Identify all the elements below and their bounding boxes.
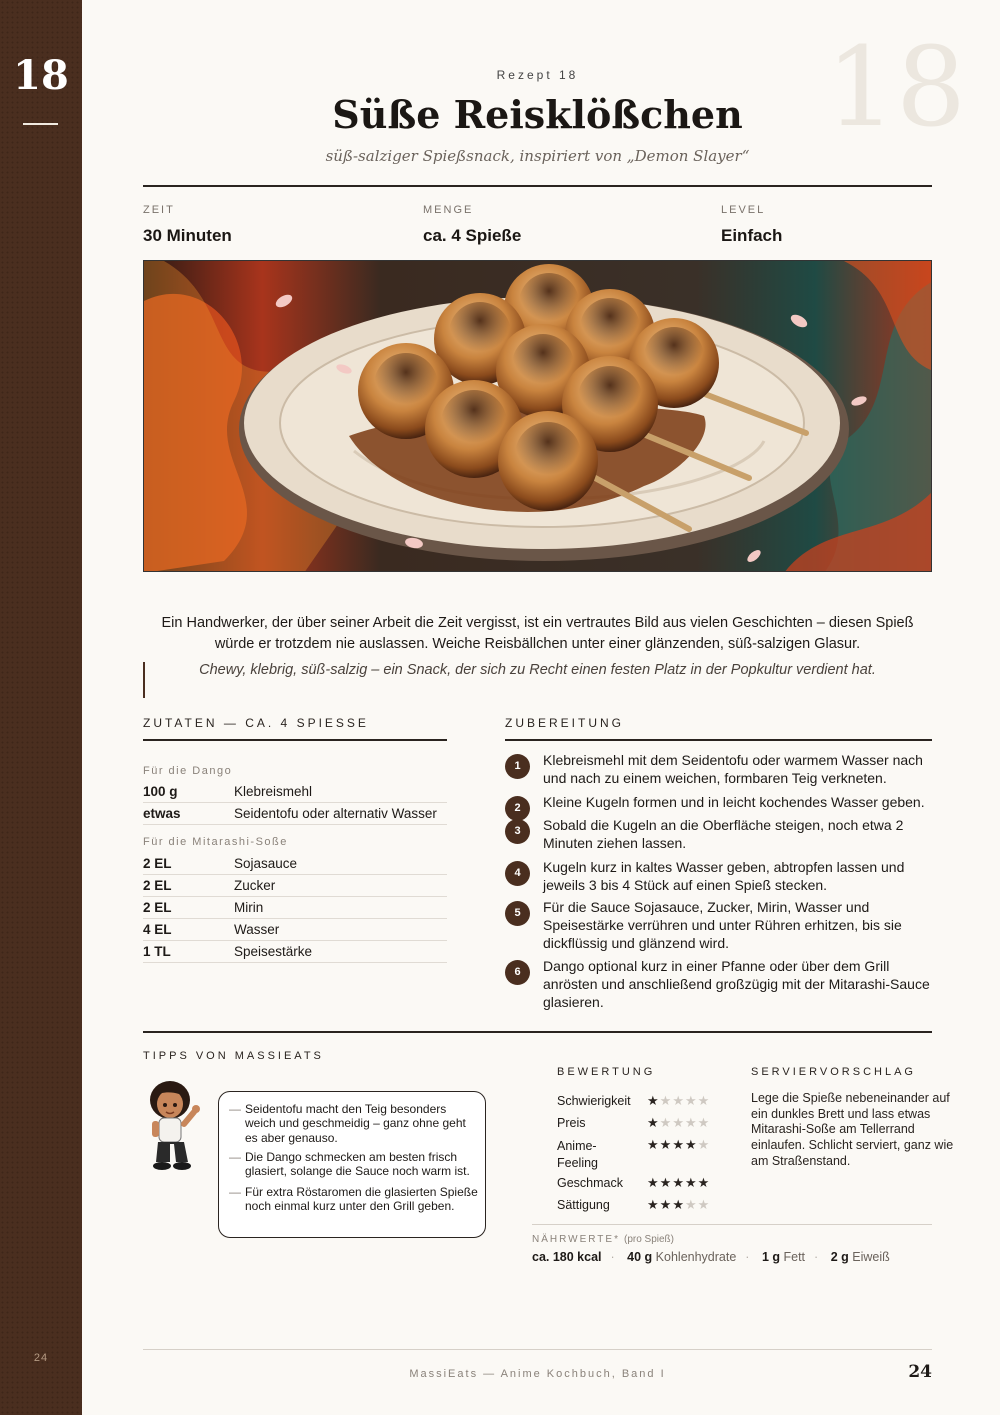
rating-stars bbox=[647, 1137, 710, 1153]
sidebar bbox=[0, 0, 82, 1415]
star-filled-icon: ★ bbox=[647, 1175, 660, 1190]
tip-bullet: — bbox=[229, 1185, 241, 1199]
meta-value: ca. 4 Spieße bbox=[423, 226, 522, 245]
page-title: Süße Reisklößchen bbox=[332, 92, 743, 137]
rating-stars bbox=[647, 1175, 710, 1191]
meta-value: 30 Minuten bbox=[143, 226, 232, 245]
ingredient-row bbox=[143, 941, 447, 963]
hero-image bbox=[143, 260, 932, 572]
star-empty-icon: ★ bbox=[659, 1115, 673, 1130]
preparation-heading: ZUBEREITUNG bbox=[505, 716, 625, 730]
ingredient-row bbox=[143, 803, 447, 825]
step-number: 2 bbox=[505, 796, 530, 821]
ingredient-qty: 2 EL bbox=[143, 900, 172, 915]
star-filled-icon: ★ bbox=[672, 1175, 685, 1190]
ingredient-name: Wasser bbox=[234, 922, 280, 937]
ingredient-qty: 1 TL bbox=[143, 944, 171, 959]
rating-label: Schwierigkeit bbox=[557, 1094, 631, 1108]
star-filled-icon: ★ bbox=[647, 1093, 660, 1108]
star-empty-icon: ★ bbox=[697, 1093, 711, 1108]
star-empty-icon: ★ bbox=[672, 1115, 685, 1130]
quote-text: Chewy, klebrig, süß-salzig – ein Snack, der sich zu Recht einen festen Platz in der Popkultur verdient hat. bbox=[199, 662, 876, 678]
ingredients-heading: ZUTATEN — CA. 4 SPIESSE bbox=[143, 716, 369, 730]
tip-item bbox=[229, 1185, 479, 1214]
tips-bubble bbox=[218, 1091, 486, 1238]
star-filled-icon: ★ bbox=[684, 1137, 698, 1152]
ingredient-row bbox=[143, 919, 447, 941]
nutrition-value: 2 g bbox=[830, 1250, 849, 1264]
ingredient-qty: 100 g bbox=[143, 784, 178, 799]
ingredient-qty: 4 EL bbox=[143, 922, 172, 937]
meta-amount bbox=[423, 204, 521, 246]
tips-heading: TIPPS VON MASSIEATS bbox=[143, 1050, 324, 1062]
chef-avatar bbox=[140, 1078, 206, 1174]
meta-label: LEVEL bbox=[721, 204, 766, 216]
tip-item bbox=[229, 1150, 479, 1179]
ingredient-qty: 2 EL bbox=[143, 856, 172, 871]
star-empty-icon: ★ bbox=[684, 1197, 698, 1212]
section-divider bbox=[143, 1031, 932, 1033]
ingredient-name: Klebreismehl bbox=[234, 784, 313, 799]
nutrition-rule bbox=[532, 1224, 932, 1225]
nutrition-value: 1 g bbox=[761, 1250, 781, 1264]
sidebar-page-number: 24 bbox=[33, 1352, 49, 1364]
rating-label: Geschmack bbox=[557, 1176, 623, 1190]
step-number: 1 bbox=[505, 754, 530, 779]
ingredient-row bbox=[143, 875, 447, 897]
star-filled-icon: ★ bbox=[697, 1175, 711, 1190]
ingredient-group-title: Für die Dango bbox=[143, 765, 233, 777]
star-empty-icon: ★ bbox=[659, 1093, 673, 1108]
ingredient-group-title: Für die Mitarashi-Soße bbox=[143, 836, 288, 848]
star-filled-icon: ★ bbox=[672, 1197, 685, 1212]
star-filled-icon: ★ bbox=[684, 1175, 698, 1190]
serving-text: Lege die Spieße nebeneinander auf ein dunkles Brett und lass etwas Mitarashi-Soße am Tellerrand einlaufen. Schlicht serviert, ganz wie am Straßenstand. bbox=[751, 1091, 954, 1168]
ingredient-row bbox=[143, 853, 447, 875]
rating-label: Sättigung bbox=[557, 1198, 610, 1212]
tip-item bbox=[229, 1102, 479, 1145]
rating-heading: BEWERTUNG bbox=[557, 1066, 656, 1078]
star-filled-icon: ★ bbox=[659, 1175, 673, 1190]
ingredient-name: Mirin bbox=[234, 900, 264, 915]
star-filled-icon: ★ bbox=[647, 1197, 660, 1212]
nutrition-values: ca. 180 kcal · 40 g Kohlenhydrate · 1 g Fett · 2 g Eiweiß bbox=[532, 1250, 890, 1264]
tip-text: Seidentofu macht den Teig besonders weich und geschmeidig – ganz ohne geht es aber genauso. bbox=[245, 1102, 466, 1145]
footer-text: MassiEats — Anime Kochbuch, Band I bbox=[409, 1368, 666, 1380]
sidebar-recipe-number: 18 bbox=[13, 52, 69, 99]
step-text: Sobald die Kugeln an die Oberfläche steigen, noch etwa 2 Minuten ziehen lassen. bbox=[543, 817, 904, 851]
step-text: Klebreismehl mit dem Seidentofu oder warmem Wasser nach und nach zu einem weichen, formbaren Teig verkneten. bbox=[543, 752, 923, 786]
rating-stars bbox=[647, 1115, 710, 1131]
ingredients-rule bbox=[143, 739, 447, 741]
nutrition-label: Kohlenhydrate bbox=[655, 1250, 737, 1264]
intro-quote bbox=[143, 660, 932, 698]
sidebar-divider bbox=[23, 123, 58, 125]
star-filled-icon: ★ bbox=[659, 1197, 673, 1212]
rating-stars bbox=[647, 1093, 710, 1109]
nutrition-kcal: ca. 180 kcal bbox=[532, 1250, 602, 1264]
tip-bullet: — bbox=[229, 1102, 241, 1116]
star-empty-icon: ★ bbox=[684, 1093, 698, 1108]
nutrition-sub: (pro Spieß) bbox=[623, 1234, 674, 1245]
ingredient-name: Speisestärke bbox=[234, 944, 313, 959]
nutrition-title: NÄHRWERTE* bbox=[532, 1234, 620, 1245]
star-empty-icon: ★ bbox=[697, 1115, 711, 1130]
star-empty-icon: ★ bbox=[672, 1093, 685, 1108]
ingredient-qty: 2 EL bbox=[143, 878, 172, 893]
tip-bullet: — bbox=[229, 1150, 241, 1164]
rating-label: Preis bbox=[557, 1116, 586, 1130]
step-number: 3 bbox=[505, 819, 530, 844]
serving-heading: SERVIERVORSCHLAG bbox=[751, 1066, 916, 1078]
meta-value: Einfach bbox=[721, 226, 783, 245]
dango-plate-illustration bbox=[144, 261, 932, 572]
step-text: Für die Sauce Sojasauce, Zucker, Mirin, Wasser und Speisestärke verrühren und unter Rühren erhitzen, bis sie dickflüssig und glänzend wird. bbox=[543, 899, 902, 951]
step-text: Kugeln kurz in kaltes Wasser geben, abtropfen lassen und jeweils 3 bis 4 Stück auf einen Spieß stecken. bbox=[543, 859, 905, 893]
step-number: 4 bbox=[505, 861, 530, 886]
star-empty-icon: ★ bbox=[697, 1137, 711, 1152]
rating-stars bbox=[647, 1197, 710, 1213]
rating-label: Anime-Feeling bbox=[557, 1139, 598, 1170]
nutrition-label: Fett bbox=[783, 1250, 806, 1264]
ingredient-name: Zucker bbox=[234, 878, 276, 893]
recipe-kicker: Rezept 18 bbox=[496, 68, 579, 82]
ingredient-row bbox=[143, 781, 447, 803]
intro-text: Ein Handwerker, der über seiner Arbeit die Zeit vergisst, ist ein vertrautes Bild aus vielen Geschichten – diesen Spieß würde er trotzdem nie auslassen. Weiche Reisbällchen unter einer glänzenden, süß-salzigen Glasur. bbox=[161, 615, 914, 653]
star-empty-icon: ★ bbox=[684, 1115, 698, 1130]
watermark-number: 18 bbox=[826, 23, 966, 151]
header-divider bbox=[143, 185, 932, 187]
star-filled-icon: ★ bbox=[647, 1115, 660, 1130]
step-number: 6 bbox=[505, 960, 530, 985]
nutrition-label: Eiweiß bbox=[852, 1250, 890, 1264]
meta-label: MENGE bbox=[423, 204, 474, 216]
meta-time bbox=[143, 204, 232, 246]
page-subtitle: süß-salziger Spießsnack, inspiriert von „Demon Slayer“ bbox=[325, 147, 750, 165]
ingredient-name: Sojasauce bbox=[234, 856, 298, 871]
footer-rule bbox=[143, 1349, 932, 1350]
nutrition-value: 40 g bbox=[627, 1250, 653, 1264]
step-text: Kleine Kugeln formen und in leicht kochendes Wasser geben. bbox=[543, 794, 925, 810]
star-empty-icon: ★ bbox=[697, 1197, 711, 1212]
step-text: Dango optional kurz in einer Pfanne oder über dem Grill anrösten und anschließend großzügig mit der Mitarashi-Sauce glasieren. bbox=[543, 958, 930, 1010]
ingredient-name: Seidentofu oder alternativ Wasser bbox=[234, 806, 437, 821]
footer-page-number: 24 bbox=[908, 1362, 932, 1382]
preparation-rule bbox=[505, 739, 932, 741]
ingredient-row bbox=[143, 897, 447, 919]
tip-text: Die Dango schmecken am besten frisch glasiert, solange die Sauce noch warm ist. bbox=[245, 1150, 470, 1179]
star-filled-icon: ★ bbox=[647, 1137, 660, 1152]
step-number: 5 bbox=[505, 901, 530, 926]
meta-level bbox=[721, 204, 782, 246]
ingredient-qty: etwas bbox=[143, 806, 181, 821]
star-filled-icon: ★ bbox=[672, 1137, 685, 1152]
star-filled-icon: ★ bbox=[659, 1137, 673, 1152]
tip-text: Für extra Röstaromen die glasierten Spieße noch einmal kurz unter den Grill geben. bbox=[245, 1185, 478, 1214]
meta-label: ZEIT bbox=[143, 204, 175, 216]
nutrition-heading bbox=[532, 1234, 674, 1245]
